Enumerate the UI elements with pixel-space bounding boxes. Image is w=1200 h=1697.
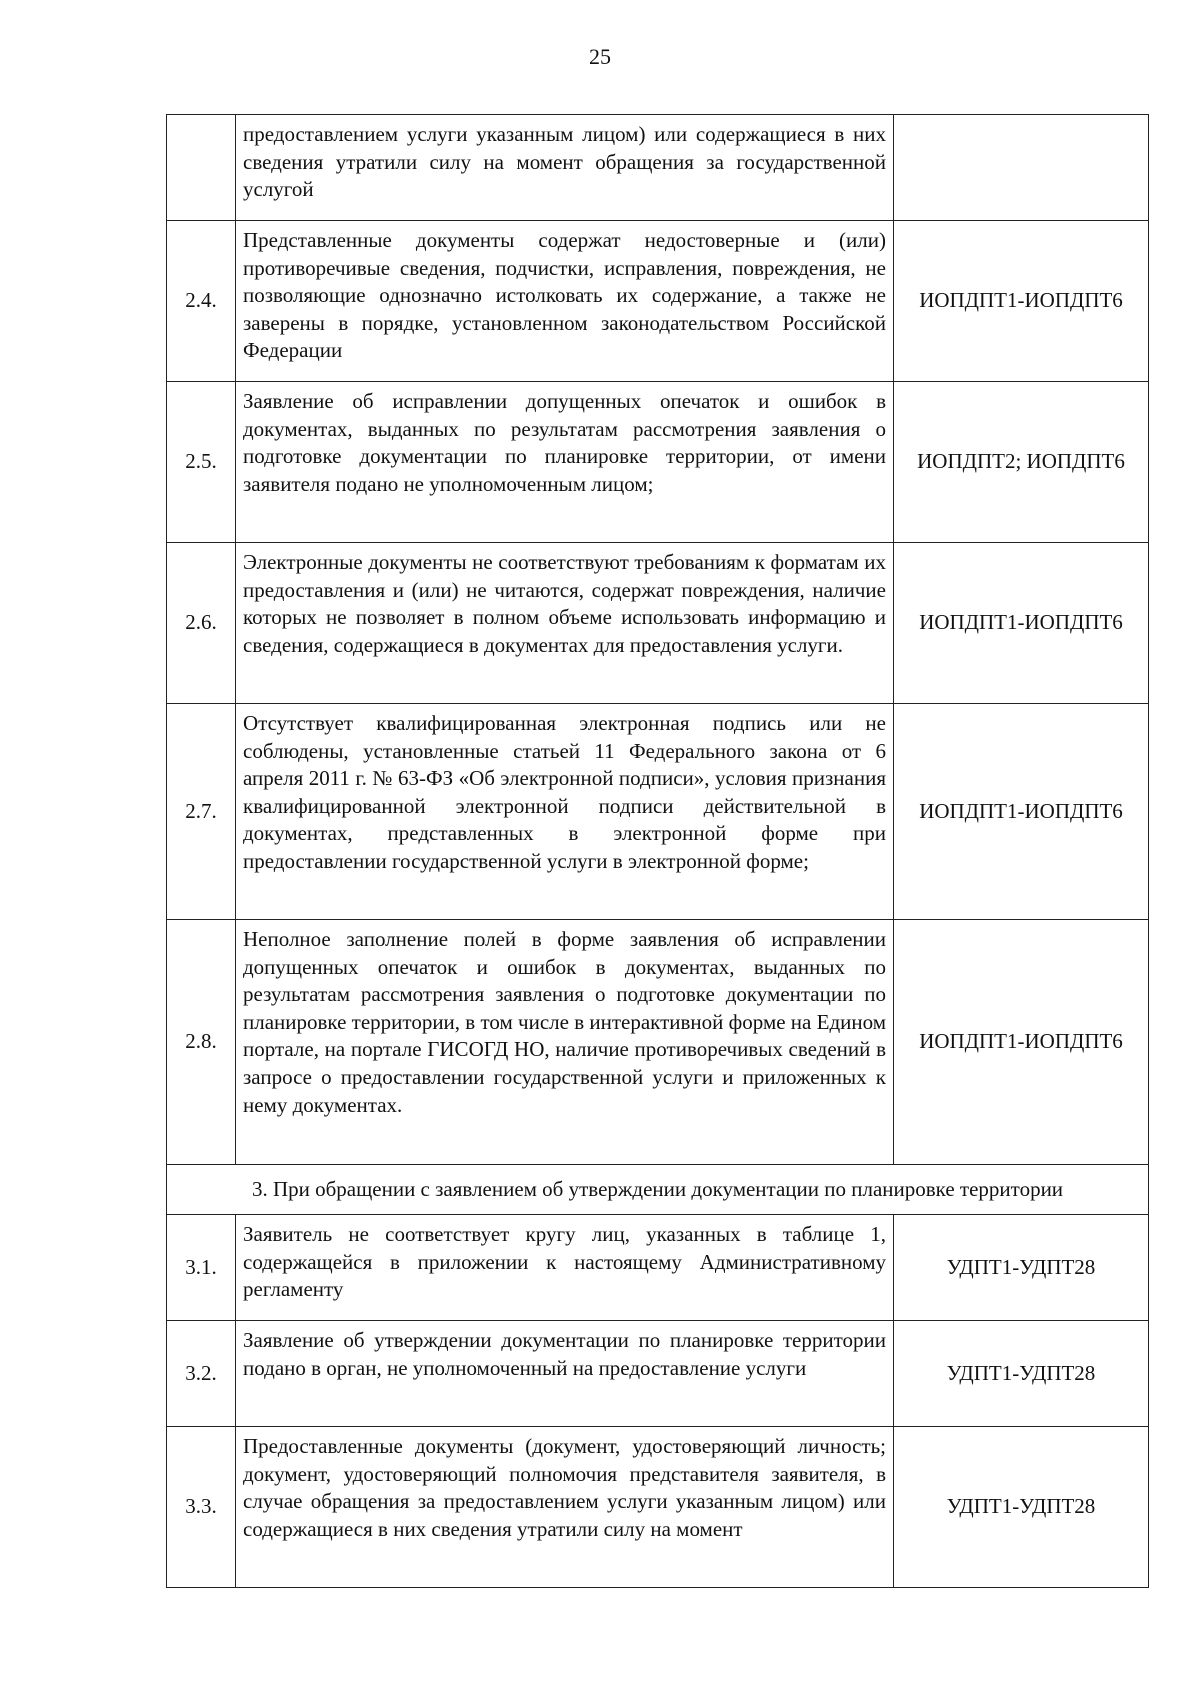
row-code: ИОПДПТ1-ИОПДПТ6 [894,920,1149,1165]
row-number: 2.6. [167,543,236,704]
row-number: 2.4. [167,221,236,382]
row-text: Неполное заполнение полей в форме заявления об исправлении допущенных опечаток и ошибок в документах, выданных по результатам рассмотрения заявления о подготовке документации по планировке территории, в том числе в интерактивной форме на Едином портале, на портале ГИСОГД НО, наличие противоречивых сведений в запросе о предоставлении государственной услуги и приложенных к нему документах. [236,920,894,1165]
table-row [167,115,1149,221]
table-row [167,1321,1149,1427]
row-number: 2.7. [167,704,236,920]
row-code: ИОПДПТ1-ИОПДПТ6 [894,543,1149,704]
row-text: предоставлением услуги указанным лицом) или содержащиеся в них сведения утратили силу на момент обращения за государственной услугой [236,115,894,221]
table-row [167,382,1149,543]
table-row [167,704,1149,920]
table-row [167,920,1149,1165]
row-number: 3.3. [167,1427,236,1588]
row-code: ИОПДПТ2; ИОПДПТ6 [894,382,1149,543]
row-code: УДПТ1-УДПТ28 [894,1321,1149,1427]
page-number: 25 [589,44,611,69]
section-heading-row [167,1165,1149,1215]
table-row [167,543,1149,704]
row-code: ИОПДПТ1-ИОПДПТ6 [894,221,1149,382]
row-number: 3.1. [167,1215,236,1321]
row-code: ИОПДПТ1-ИОПДПТ6 [894,704,1149,920]
row-number: 2.5. [167,382,236,543]
row-text: Представленные документы содержат недостоверные и (или) противоречивые сведения, подчистки, исправления, повреждения, не позволяющие однозначно истолковать их содержание, а также не заверены в порядке, установленном законодательством Российской Федерации [236,221,894,382]
grounds-table [166,114,1149,1588]
row-number: 3.2. [167,1321,236,1427]
row-number: 2.8. [167,920,236,1165]
table-row [167,221,1149,382]
row-text: Предоставленные документы (документ, удостоверяющий личность; документ, удостоверяющий полномочия представителя заявителя, в случае обращения за предоставлением услуги указанным лицом) или содержащиеся в них сведения утратили силу на момент [236,1427,894,1588]
row-number [167,115,236,221]
row-code [894,115,1149,221]
table-row [167,1215,1149,1321]
row-text: Заявление об утверждении документации по планировке территории подано в орган, не уполномоченный на предоставление услуги [236,1321,894,1427]
table-row [167,1427,1149,1588]
row-code: УДПТ1-УДПТ28 [894,1215,1149,1321]
row-text: Заявление об исправлении допущенных опечаток и ошибок в документах, выданных по результатам рассмотрения заявления о подготовке документации по планировке территории, от имени заявителя подано не уполномоченным лицом; [236,382,894,543]
row-text: Заявитель не соответствует кругу лиц, указанных в таблице 1, содержащейся в приложении к настоящему Административному регламенту [236,1215,894,1321]
section-heading: 3. При обращении с заявлением об утверждении документации по планировке территории [167,1165,1149,1215]
row-code: УДПТ1-УДПТ28 [894,1427,1149,1588]
row-text: Отсутствует квалифицированная электронная подпись или не соблюдены, установленные статьей 11 Федерального закона от 6 апреля 2011 г. № 63-ФЗ «Об электронной подписи», условия признания квалифицированной электронной подписи действительной в документах, представленных в электронной форме при предоставлении государственной услуги в электронной форме; [236,704,894,920]
row-text: Электронные документы не соответствуют требованиям к форматам их предоставления и (или) не читаются, содержат повреждения, наличие которых не позволяет в полном объеме использовать информацию и сведения, содержащиеся в документах для предоставления услуги. [236,543,894,704]
